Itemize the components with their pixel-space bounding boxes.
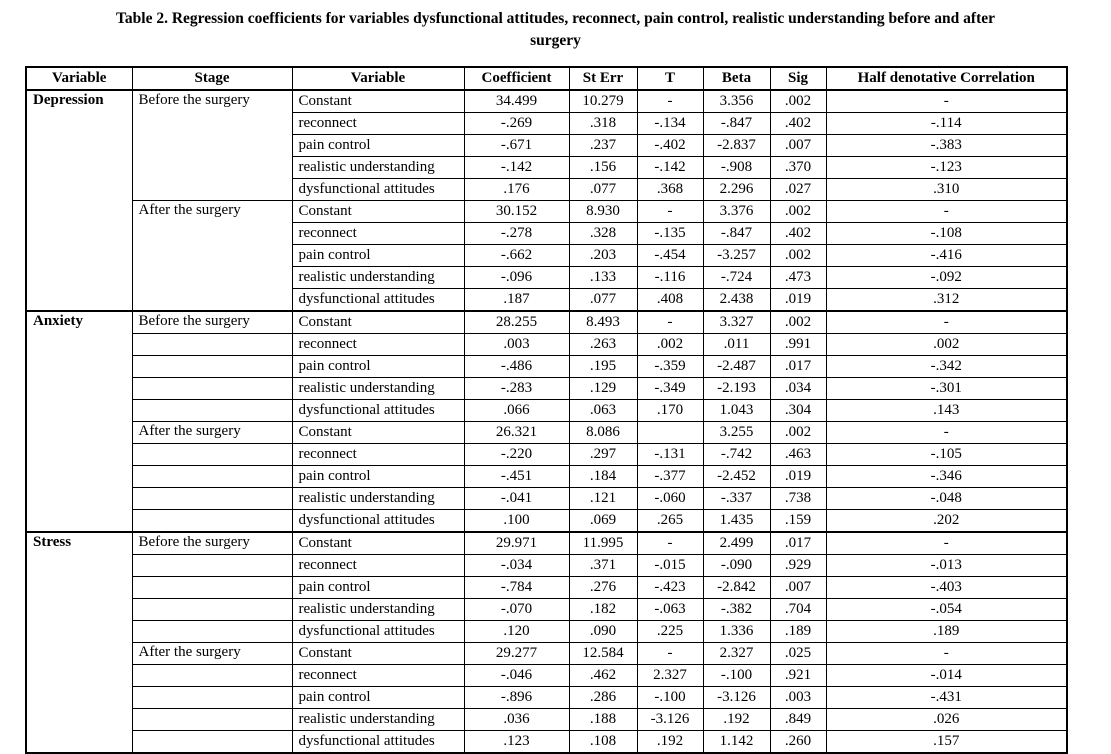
beta-cell: 2.438 [703, 288, 770, 311]
half-denotative-correlation-cell: -.105 [826, 443, 1067, 465]
stage-cell [132, 465, 292, 487]
predictor-cell: Constant [292, 200, 464, 222]
predictor-cell: reconnect [292, 112, 464, 134]
beta-cell: -2.487 [703, 355, 770, 377]
stage-cell [132, 399, 292, 421]
half-denotative-correlation-cell: -.123 [826, 156, 1067, 178]
sig-cell: .002 [770, 421, 826, 443]
table-row [26, 355, 1067, 377]
st-err-cell: .184 [569, 465, 637, 487]
st-err-cell: .182 [569, 598, 637, 620]
st-err-cell: .121 [569, 487, 637, 509]
t-cell: -.060 [637, 487, 703, 509]
table-row [26, 311, 1067, 334]
sig-cell: .704 [770, 598, 826, 620]
col-header-st-err: St Err [569, 67, 637, 90]
predictor-cell: dysfunctional attitudes [292, 399, 464, 421]
half-denotative-correlation-cell: -.114 [826, 112, 1067, 134]
st-err-cell: 11.995 [569, 532, 637, 555]
predictor-cell: pain control [292, 244, 464, 266]
beta-cell: -2.842 [703, 576, 770, 598]
predictor-cell: pain control [292, 465, 464, 487]
beta-cell: 1.336 [703, 620, 770, 642]
t-cell: .408 [637, 288, 703, 311]
st-err-cell: .063 [569, 399, 637, 421]
half-denotative-correlation-cell: .189 [826, 620, 1067, 642]
predictor-cell: reconnect [292, 333, 464, 355]
t-cell: - [637, 642, 703, 664]
sig-cell: .027 [770, 178, 826, 200]
t-cell: -.100 [637, 686, 703, 708]
coefficient-cell: .123 [464, 730, 569, 753]
st-err-cell: 8.086 [569, 421, 637, 443]
predictor-cell: Constant [292, 421, 464, 443]
sig-cell: .002 [770, 200, 826, 222]
half-denotative-correlation-cell: -.048 [826, 487, 1067, 509]
stage-cell: After the surgery [132, 642, 292, 664]
half-denotative-correlation-cell: - [826, 421, 1067, 443]
predictor-cell: dysfunctional attitudes [292, 620, 464, 642]
table-caption-line1: Table 2. Regression coefficients for variables dysfunctional attitudes, reconnect, pain control, realistic understanding before and after [115, 10, 996, 27]
sig-cell: .738 [770, 487, 826, 509]
sig-cell: .260 [770, 730, 826, 753]
predictor-cell: realistic understanding [292, 377, 464, 399]
coefficient-cell: -.283 [464, 377, 569, 399]
sig-cell: .002 [770, 244, 826, 266]
col-header-half-denotative-correlation: Half denotative Correlation [826, 67, 1067, 90]
t-cell: .192 [637, 730, 703, 753]
table-row [26, 90, 1067, 113]
sig-cell: .463 [770, 443, 826, 465]
t-cell: -3.126 [637, 708, 703, 730]
coefficient-cell: -.142 [464, 156, 569, 178]
beta-cell: -.100 [703, 664, 770, 686]
sig-cell: .921 [770, 664, 826, 686]
sig-cell: .849 [770, 708, 826, 730]
beta-cell: 1.043 [703, 399, 770, 421]
sig-cell: .034 [770, 377, 826, 399]
st-err-cell: .203 [569, 244, 637, 266]
table-row [26, 443, 1067, 465]
coefficient-cell: -.041 [464, 487, 569, 509]
sig-cell: .003 [770, 686, 826, 708]
half-denotative-correlation-cell: -.014 [826, 664, 1067, 686]
coefficient-cell: 29.971 [464, 532, 569, 555]
st-err-cell: .276 [569, 576, 637, 598]
group-cell: Anxiety [26, 311, 132, 532]
beta-cell: .011 [703, 333, 770, 355]
half-denotative-correlation-cell: .310 [826, 178, 1067, 200]
t-cell: .002 [637, 333, 703, 355]
predictor-cell: Constant [292, 532, 464, 555]
predictor-cell: pain control [292, 355, 464, 377]
t-cell: 2.327 [637, 664, 703, 686]
sig-cell: .017 [770, 532, 826, 555]
coefficient-cell: -.046 [464, 664, 569, 686]
beta-cell: -2.452 [703, 465, 770, 487]
coefficient-cell: -.278 [464, 222, 569, 244]
half-denotative-correlation-cell: .202 [826, 509, 1067, 532]
st-err-cell: .077 [569, 178, 637, 200]
stage-cell [132, 333, 292, 355]
predictor-cell: reconnect [292, 222, 464, 244]
coefficient-cell: -.486 [464, 355, 569, 377]
half-denotative-correlation-cell: .312 [826, 288, 1067, 311]
half-denotative-correlation-cell: - [826, 200, 1067, 222]
coefficient-cell: .066 [464, 399, 569, 421]
coefficient-cell: .187 [464, 288, 569, 311]
predictor-cell: pain control [292, 576, 464, 598]
t-cell: -.402 [637, 134, 703, 156]
coefficient-cell: 26.321 [464, 421, 569, 443]
sig-cell: .017 [770, 355, 826, 377]
coefficient-cell: -.034 [464, 554, 569, 576]
coefficient-cell: 29.277 [464, 642, 569, 664]
half-denotative-correlation-cell: -.342 [826, 355, 1067, 377]
sig-cell: .370 [770, 156, 826, 178]
table-row [26, 333, 1067, 355]
coefficient-cell: -.784 [464, 576, 569, 598]
sig-cell: .159 [770, 509, 826, 532]
predictor-cell: pain control [292, 686, 464, 708]
half-denotative-correlation-cell: .157 [826, 730, 1067, 753]
col-header-sig: Sig [770, 67, 826, 90]
predictor-cell: Constant [292, 90, 464, 113]
predictor-cell: Constant [292, 311, 464, 334]
half-denotative-correlation-cell: -.013 [826, 554, 1067, 576]
half-denotative-correlation-cell: -.403 [826, 576, 1067, 598]
col-header-t: T [637, 67, 703, 90]
st-err-cell: .188 [569, 708, 637, 730]
coefficient-cell: .176 [464, 178, 569, 200]
predictor-cell: realistic understanding [292, 266, 464, 288]
st-err-cell: .195 [569, 355, 637, 377]
beta-cell: 3.356 [703, 90, 770, 113]
stage-cell [132, 487, 292, 509]
half-denotative-correlation-cell: .143 [826, 399, 1067, 421]
table-caption-line2: surgery [530, 32, 581, 50]
stage-cell: Before the surgery [132, 90, 292, 201]
coefficient-cell: -.896 [464, 686, 569, 708]
t-cell: -.349 [637, 377, 703, 399]
beta-cell: .192 [703, 708, 770, 730]
t-cell: -.359 [637, 355, 703, 377]
beta-cell: 2.327 [703, 642, 770, 664]
col-header-variable: Variable [292, 67, 464, 90]
stage-cell: After the surgery [132, 421, 292, 443]
t-cell: .170 [637, 399, 703, 421]
predictor-cell: dysfunctional attitudes [292, 288, 464, 311]
half-denotative-correlation-cell: - [826, 90, 1067, 113]
stage-cell [132, 377, 292, 399]
beta-cell: 3.327 [703, 311, 770, 334]
table-row [26, 576, 1067, 598]
beta-cell: -.908 [703, 156, 770, 178]
st-err-cell: 8.930 [569, 200, 637, 222]
sig-cell: .025 [770, 642, 826, 664]
st-err-cell: .077 [569, 288, 637, 311]
st-err-cell: 10.279 [569, 90, 637, 113]
coefficient-cell: .003 [464, 333, 569, 355]
predictor-cell: dysfunctional attitudes [292, 509, 464, 532]
table-row [26, 686, 1067, 708]
col-header-variable-group: Variable [26, 67, 132, 90]
predictor-cell: dysfunctional attitudes [292, 730, 464, 753]
col-header-beta: Beta [703, 67, 770, 90]
stage-cell: Before the surgery [132, 311, 292, 334]
half-denotative-correlation-cell: -.383 [826, 134, 1067, 156]
st-err-cell: 8.493 [569, 311, 637, 334]
st-err-cell: .286 [569, 686, 637, 708]
document-page [0, 8, 1111, 750]
st-err-cell: .328 [569, 222, 637, 244]
stage-cell [132, 576, 292, 598]
t-cell: -.377 [637, 465, 703, 487]
table-row [26, 509, 1067, 532]
stage-cell: Before the surgery [132, 532, 292, 555]
t-cell: -.131 [637, 443, 703, 465]
table-row [26, 200, 1067, 222]
half-denotative-correlation-cell: -.346 [826, 465, 1067, 487]
st-err-cell: .129 [569, 377, 637, 399]
sig-cell: .402 [770, 222, 826, 244]
predictor-cell: reconnect [292, 664, 464, 686]
half-denotative-correlation-cell: -.108 [826, 222, 1067, 244]
table-row [26, 664, 1067, 686]
stage-cell [132, 598, 292, 620]
beta-cell: -3.257 [703, 244, 770, 266]
coefficient-cell: -.662 [464, 244, 569, 266]
half-denotative-correlation-cell: -.416 [826, 244, 1067, 266]
beta-cell: -.337 [703, 487, 770, 509]
st-err-cell: .090 [569, 620, 637, 642]
col-header-stage: Stage [132, 67, 292, 90]
half-denotative-correlation-cell: .026 [826, 708, 1067, 730]
half-denotative-correlation-cell: - [826, 311, 1067, 334]
group-cell: Depression [26, 90, 132, 311]
predictor-cell: realistic understanding [292, 708, 464, 730]
table-caption [24, 8, 1087, 53]
sig-cell: .002 [770, 311, 826, 334]
table-row [26, 642, 1067, 664]
beta-cell: -.742 [703, 443, 770, 465]
table-row [26, 465, 1067, 487]
group-cell: Stress [26, 532, 132, 753]
t-cell: - [637, 311, 703, 334]
coefficient-cell: -.070 [464, 598, 569, 620]
stage-cell [132, 664, 292, 686]
coefficient-cell: -.096 [464, 266, 569, 288]
t-cell: .368 [637, 178, 703, 200]
t-cell: -.134 [637, 112, 703, 134]
t-cell: - [637, 90, 703, 113]
t-cell: -.116 [637, 266, 703, 288]
beta-cell: -.382 [703, 598, 770, 620]
half-denotative-correlation-cell: - [826, 642, 1067, 664]
beta-cell: 1.435 [703, 509, 770, 532]
regression-table [25, 66, 1068, 754]
predictor-cell: realistic understanding [292, 487, 464, 509]
coefficient-cell: 34.499 [464, 90, 569, 113]
sig-cell: .007 [770, 576, 826, 598]
sig-cell: .189 [770, 620, 826, 642]
t-cell: .265 [637, 509, 703, 532]
coefficient-cell: -.269 [464, 112, 569, 134]
predictor-cell: realistic understanding [292, 156, 464, 178]
st-err-cell: .237 [569, 134, 637, 156]
table-row [26, 532, 1067, 555]
predictor-cell: Constant [292, 642, 464, 664]
predictor-cell: pain control [292, 134, 464, 156]
st-err-cell: .069 [569, 509, 637, 532]
st-err-cell: .462 [569, 664, 637, 686]
table-row [26, 399, 1067, 421]
half-denotative-correlation-cell: .002 [826, 333, 1067, 355]
sig-cell: .002 [770, 90, 826, 113]
table-row [26, 487, 1067, 509]
st-err-cell: .133 [569, 266, 637, 288]
t-cell: -.454 [637, 244, 703, 266]
beta-cell: -.847 [703, 222, 770, 244]
t-cell: - [637, 200, 703, 222]
t-cell: .225 [637, 620, 703, 642]
beta-cell: -3.126 [703, 686, 770, 708]
stage-cell [132, 708, 292, 730]
coefficient-cell: 30.152 [464, 200, 569, 222]
beta-cell: -.090 [703, 554, 770, 576]
beta-cell: 3.376 [703, 200, 770, 222]
stage-cell: After the surgery [132, 200, 292, 311]
predictor-cell: realistic understanding [292, 598, 464, 620]
half-denotative-correlation-cell: -.301 [826, 377, 1067, 399]
sig-cell: .402 [770, 112, 826, 134]
coefficient-cell: 28.255 [464, 311, 569, 334]
table-row [26, 598, 1067, 620]
sig-cell: .019 [770, 465, 826, 487]
t-cell: -.142 [637, 156, 703, 178]
sig-cell: .473 [770, 266, 826, 288]
sig-cell: .991 [770, 333, 826, 355]
t-cell: -.135 [637, 222, 703, 244]
beta-cell: -2.193 [703, 377, 770, 399]
predictor-cell: reconnect [292, 443, 464, 465]
coefficient-cell: .120 [464, 620, 569, 642]
st-err-cell: .371 [569, 554, 637, 576]
sig-cell: .019 [770, 288, 826, 311]
t-cell [637, 421, 703, 443]
table-row [26, 730, 1067, 753]
sig-cell: .304 [770, 399, 826, 421]
coefficient-cell: .100 [464, 509, 569, 532]
half-denotative-correlation-cell: -.092 [826, 266, 1067, 288]
half-denotative-correlation-cell: -.431 [826, 686, 1067, 708]
stage-cell [132, 443, 292, 465]
st-err-cell: .318 [569, 112, 637, 134]
st-err-cell: .263 [569, 333, 637, 355]
sig-cell: .929 [770, 554, 826, 576]
coefficient-cell: -.671 [464, 134, 569, 156]
table-row [26, 554, 1067, 576]
coefficient-cell: -.220 [464, 443, 569, 465]
stage-cell [132, 730, 292, 753]
beta-cell: 1.142 [703, 730, 770, 753]
col-header-coefficient: Coefficient [464, 67, 569, 90]
beta-cell: 3.255 [703, 421, 770, 443]
beta-cell: -.847 [703, 112, 770, 134]
stage-cell [132, 509, 292, 532]
predictor-cell: dysfunctional attitudes [292, 178, 464, 200]
beta-cell: -2.837 [703, 134, 770, 156]
coefficient-cell: .036 [464, 708, 569, 730]
t-cell: -.063 [637, 598, 703, 620]
st-err-cell: 12.584 [569, 642, 637, 664]
coefficient-cell: -.451 [464, 465, 569, 487]
half-denotative-correlation-cell: - [826, 532, 1067, 555]
stage-cell [132, 686, 292, 708]
st-err-cell: .156 [569, 156, 637, 178]
beta-cell: 2.499 [703, 532, 770, 555]
half-denotative-correlation-cell: -.054 [826, 598, 1067, 620]
header-row [26, 67, 1067, 90]
table-row [26, 377, 1067, 399]
table-row [26, 708, 1067, 730]
table-row [26, 421, 1067, 443]
t-cell: -.015 [637, 554, 703, 576]
sig-cell: .007 [770, 134, 826, 156]
t-cell: - [637, 532, 703, 555]
table-row [26, 620, 1067, 642]
stage-cell [132, 554, 292, 576]
stage-cell [132, 355, 292, 377]
beta-cell: -.724 [703, 266, 770, 288]
stage-cell [132, 620, 292, 642]
t-cell: -.423 [637, 576, 703, 598]
st-err-cell: .108 [569, 730, 637, 753]
beta-cell: 2.296 [703, 178, 770, 200]
st-err-cell: .297 [569, 443, 637, 465]
predictor-cell: reconnect [292, 554, 464, 576]
